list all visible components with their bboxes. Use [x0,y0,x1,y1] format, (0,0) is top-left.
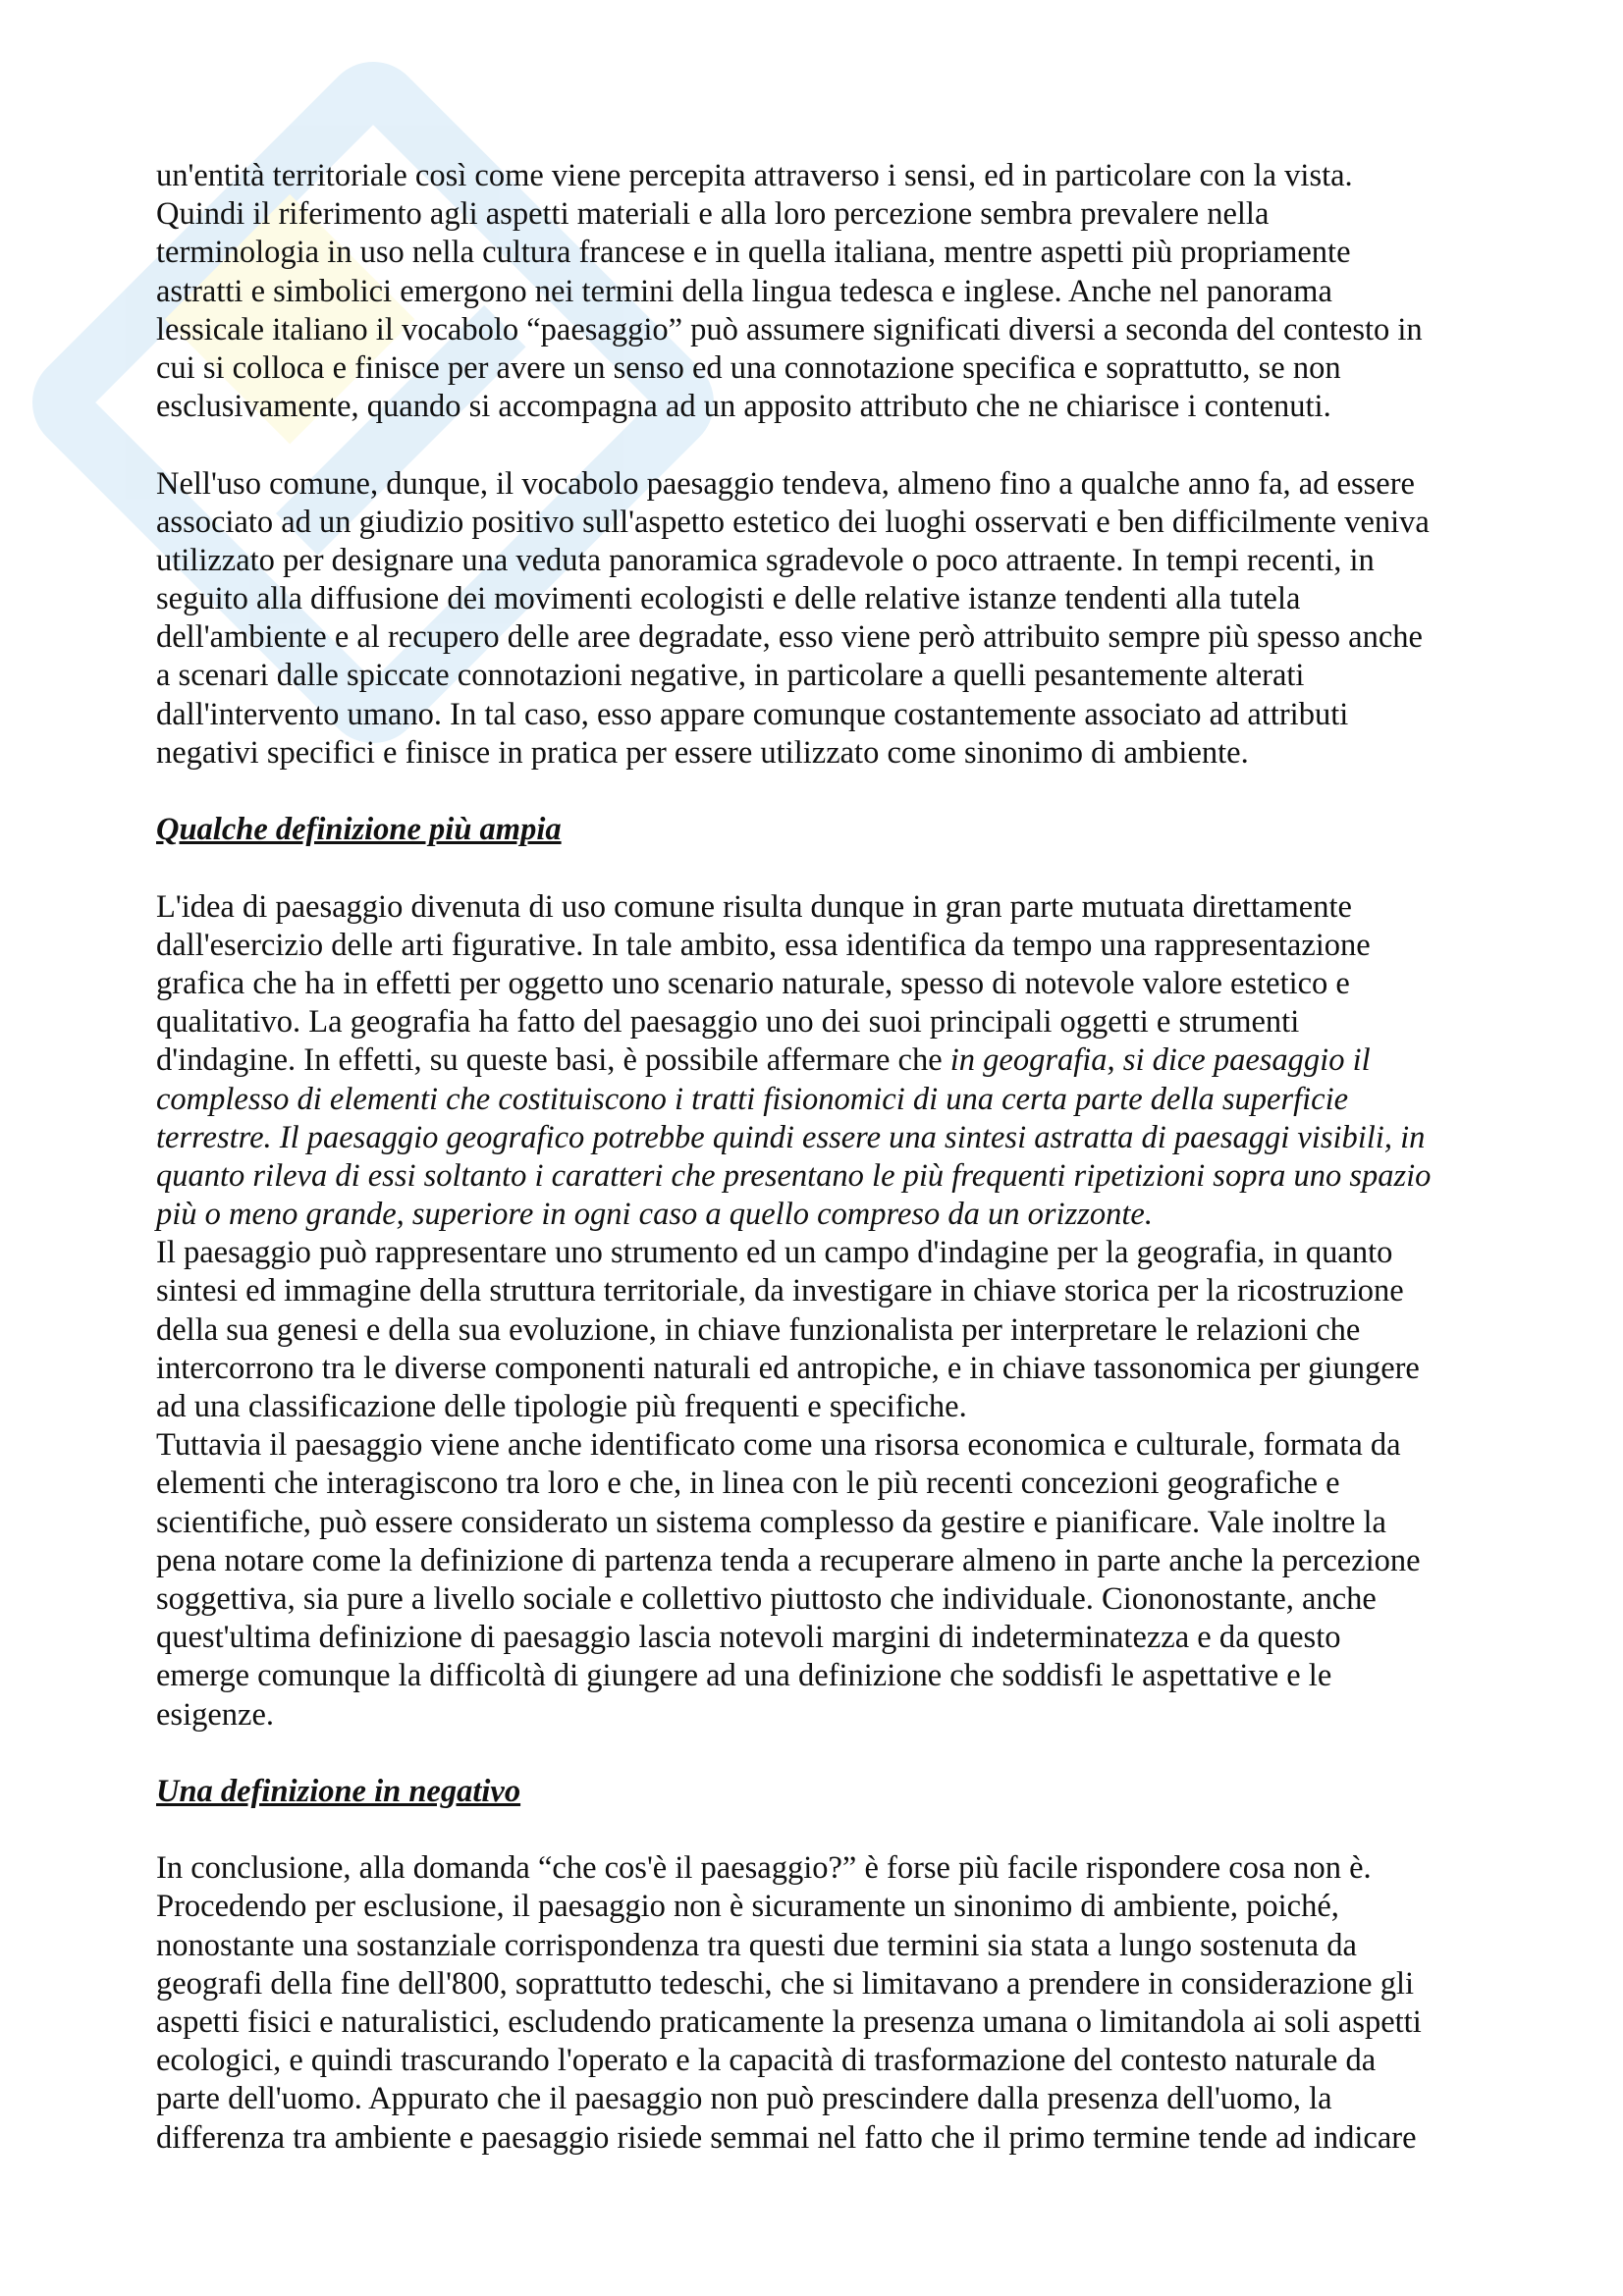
text-segment: soggettiva, sia pure a livello sociale e collettivo piuttosto che individuale. Ciononostante, anche [156,1580,1377,1617]
italic-text: più o meno grande, superiore in ogni caso a quello compreso da un orizzonte. [156,1197,1153,1233]
text-segment: dall'intervento umano. In tal caso, esso appare comunque costantemente associato ad attributi [156,696,1349,732]
text-line [156,1657,1491,1695]
document-page [156,157,1491,2158]
text-line [156,1696,1491,1735]
text-line [156,1927,1491,1965]
text-line [156,1350,1491,1388]
text-segment: dall'esercizio delle arti figurative. In tale ambito, essa identifica da tempo una rappresentazione [156,927,1371,963]
text-segment: intercorrono tra le diverse componenti naturali ed antropiche, e in chiave tassonomica per giungere [156,1350,1420,1386]
text-segment: pena notare come la definizione di partenza tenda a recuperare almeno in parte anche la percezione [156,1542,1421,1578]
text-line [156,618,1491,657]
text-line [156,734,1491,773]
text-segment: a scenari dalle spiccate connotazioni negative, in particolare a quelli pesantemente alterati [156,658,1305,694]
text-line [156,234,1491,272]
heading-line [156,1773,1491,1811]
text-segment: dell'ambiente e al recupero delle aree degradate, esso viene però attribuito sempre più spesso anche [156,619,1423,656]
text-line [156,1081,1491,1119]
paragraph-spacer [156,1811,1491,1849]
text-segment: associato ad un giudizio positivo sull'aspetto estetico dei luoghi osservati e ben difficilmente veniva [156,504,1430,540]
text-line [156,2080,1491,2118]
text-segment: nonostante una sostanziale corrispondenza tra questi due termini sia stata a lungo sostenuta da [156,1927,1357,1963]
text-segment: emerge comunque la difficoltà di giungere ad una definizione che soddisfi le aspettative e le [156,1658,1332,1694]
text-segment: qualitativo. La geografia ha fatto del paesaggio uno dei suoi principali oggetti e strumenti [156,1004,1300,1041]
text-segment: Procedendo per esclusione, il paesaggio non è sicuramente un sinonimo di ambiente, poiché, [156,1889,1339,1925]
paragraph-spacer [156,849,1491,887]
text-segment: un'entità territoriale così come viene percepita attraverso i sensi, ed in particolare con la vista. [156,158,1353,193]
section-heading: Una definizione in negativo [156,1773,521,1809]
text-line [156,1504,1491,1542]
text-line [156,1888,1491,1926]
text-line [156,1272,1491,1310]
paragraph [156,465,1491,774]
italic-text: in geografia, si dice paesaggio il [949,1042,1371,1079]
text-segment: sintesi ed immagine della struttura territoriale, da investigare in chiave storica per la ricostruzione [156,1273,1404,1309]
text-line [156,657,1491,695]
text-segment: elementi che interagiscono tra loro e che, in linea con le più recenti concezioni geografiche e [156,1466,1340,1502]
text-line [156,1311,1491,1350]
text-line [156,927,1491,965]
text-line [156,888,1491,927]
text-segment: In conclusione, alla domanda “che cos'è il paesaggio?” è forse più facile rispondere cosa non è. [156,1850,1372,1887]
text-line [156,157,1491,195]
text-line [156,1965,1491,2003]
text-segment: L'idea di paesaggio divenuta di uso comune risulta dunque in gran parte mutuata direttamente [156,888,1352,925]
text-segment: Nell'uso comune, dunque, il vocabolo paesaggio tendeva, almeno fino a qualche anno fa, ad essere [156,465,1415,502]
text-line [156,542,1491,580]
text-segment: seguito alla diffusione dei movimenti ecologisti e delle relative istanze tendenti alla tutela [156,581,1301,617]
text-line [156,1426,1491,1465]
text-line [156,465,1491,504]
text-line [156,1849,1491,1888]
text-line [156,2042,1491,2080]
text-segment: Quindi il riferimento agli aspetti materiali e alla loro percezione sembra prevalere nella [156,196,1270,233]
text-line [156,1119,1491,1157]
text-segment: utilizzato per designare una veduta panoramica sgradevole o poco attraente. In tempi recenti, in [156,542,1375,578]
text-line [156,195,1491,234]
text-segment: differenza tra ambiente e paesaggio risiede semmai nel fatto che il primo termine tende ad indicare [156,2119,1417,2156]
text-segment: astratti e simbolici emergono nei termini della lingua tedesca e inglese. Anche nel panorama [156,273,1332,309]
text-segment: negativi specifici e finisce in pratica per essere utilizzato come sinonimo di ambiente. [156,734,1249,771]
italic-text: terrestre. Il paesaggio geografico potrebbe quindi essere una sintesi astratta di paesaggi visibili, in [156,1119,1426,1155]
text-line [156,349,1491,388]
text-line [156,1003,1491,1041]
text-line [156,1196,1491,1234]
text-segment: grafica che ha in effetti per oggetto uno scenario naturale, spesso di notevole valore estetico e [156,965,1350,1001]
paragraph-spacer [156,773,1491,811]
text-line [156,1388,1491,1426]
paragraph-spacer [156,1735,1491,1773]
text-segment: aspetti fisici e naturalistici, escludendo praticamente la presenza umana o limitandola ai soli aspetti [156,2004,1422,2040]
text-line [156,1041,1491,1080]
text-segment: Tuttavia il paesaggio viene anche identificato come una risorsa economica e culturale, formata da [156,1427,1401,1464]
text-segment: parte dell'uomo. Appurato che il paesaggio non può prescindere dalla presenza dell'uomo, la [156,2081,1332,2117]
text-segment: d'indagine. In effetti, su queste basi, è possibile affermare che [156,1042,950,1079]
text-line [156,311,1491,349]
section-heading: Qualche definizione più ampia [156,812,562,848]
paragraph [156,157,1491,426]
text-segment: Il paesaggio può rappresentare uno strumento ed un campo d'indagine per la geografia, in quanto [156,1235,1393,1271]
text-segment: quest'ultima definizione di paesaggio lascia notevoli margini di indeterminatezza e da questo [156,1620,1341,1656]
italic-text: quanto rileva di essi soltanto i caratteri che presentano le più frequenti ripetizioni sopra uno spazio [156,1157,1432,1194]
text-segment: esclusivamente, quando si accompagna ad un apposito attributo che ne chiarisce i contenuti. [156,389,1331,425]
text-line [156,1542,1491,1580]
text-line [156,580,1491,618]
text-segment: esigenze. [156,1696,275,1733]
text-segment: cui si colloca e finisce per avere un senso ed una connotazione specifica e soprattutto, se non [156,349,1341,386]
text-line [156,2119,1491,2158]
paragraph [156,1849,1491,2158]
text-line [156,965,1491,1003]
text-line [156,1234,1491,1272]
italic-text: complesso di elementi che costituiscono i tratti fisionomici di una certa parte della superficie [156,1081,1349,1117]
text-segment: scientifiche, può essere considerato un sistema complesso da gestire e pianificare. Vale inoltre la [156,1504,1386,1540]
paragraph [156,888,1491,1735]
text-segment: ecologici, e quindi trascurando l'operato e la capacità di trasformazione del contesto naturale da [156,2043,1377,2079]
text-segment: ad una classificazione delle tipologie più frequenti e specifiche. [156,1389,967,1424]
text-segment: geografi della fine dell'800, soprattutto tedeschi, che si limitavano a prendere in considerazione gli [156,1965,1415,2002]
text-line [156,1619,1491,1657]
text-line [156,1580,1491,1619]
text-segment: della sua genesi e della sua evoluzione, in chiave funzionalista per interpretare le relazioni che [156,1311,1361,1348]
text-line [156,273,1491,311]
text-line [156,2003,1491,2042]
heading-line [156,811,1491,849]
text-line [156,1157,1491,1196]
text-line [156,504,1491,542]
text-line [156,1465,1491,1503]
text-segment: terminologia in uso nella cultura francese e in quella italiana, mentre aspetti più propriamente [156,235,1351,271]
text-segment: lessicale italiano il vocabolo “paesaggio” può assumere significati diversi a seconda del contesto in [156,311,1423,347]
paragraph-spacer [156,426,1491,464]
text-line [156,696,1491,734]
text-line [156,388,1491,426]
